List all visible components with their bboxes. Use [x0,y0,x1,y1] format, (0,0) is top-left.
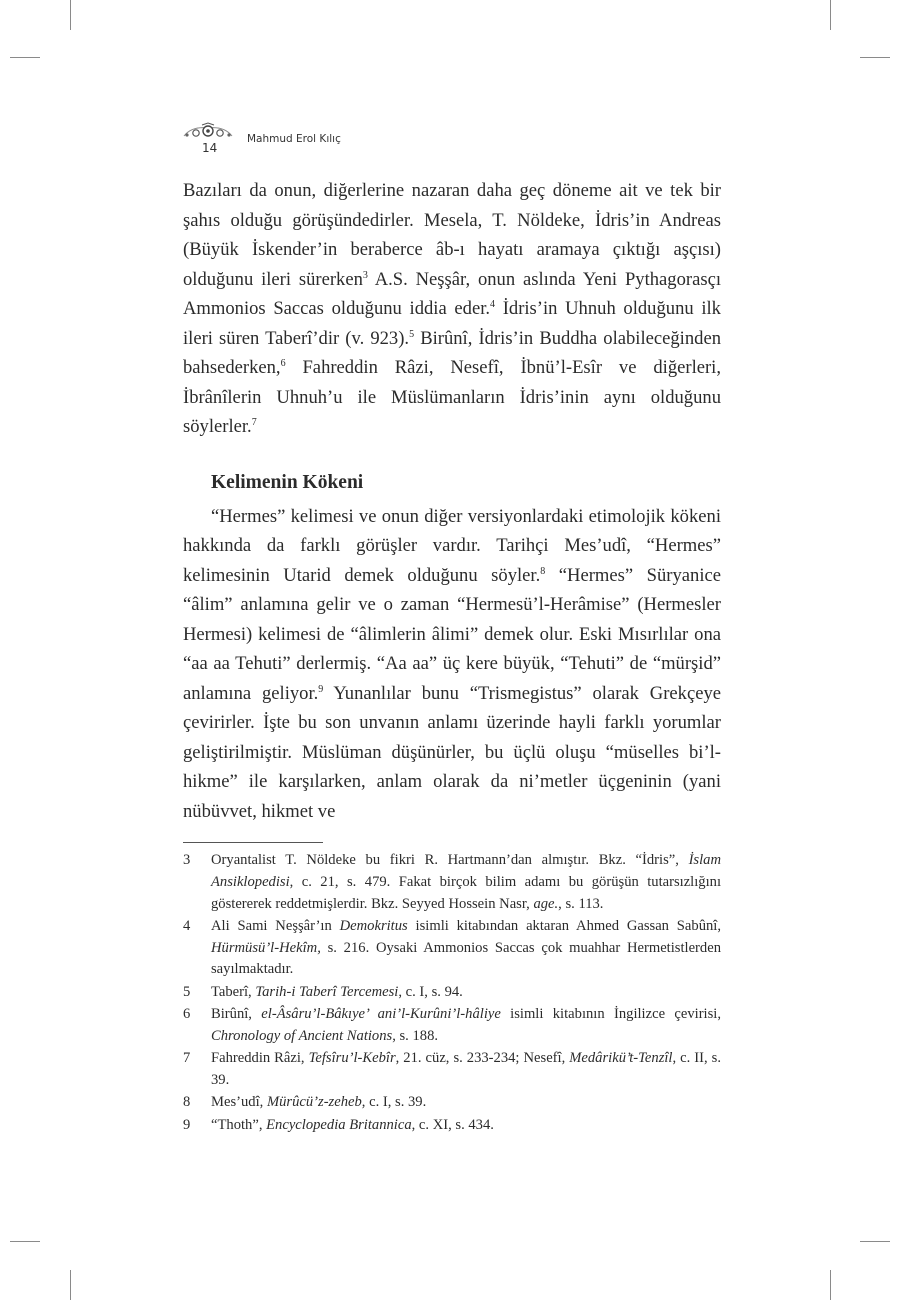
footnote-text [211,1004,721,1048]
text-run: , c. II, s. 39. [211,1050,721,1088]
italic-title: İslam Ansiklopedisi [211,852,721,890]
italic-title: Tarih-i Taberî Tercemesi [255,983,399,1000]
footnote-text [211,916,721,981]
text-run: Fahreddin Râzi, Nesefî, İbnü’l-Esîr ve diğerleri, İbrânîlerin Uhnuh’u ile Müslümanların İdris’inin aynı olduğunu söylerler. [183,357,721,437]
text-run: Ali Sami Neşşâr’ın [211,917,340,934]
running-head-author: Mahmud Erol Kılıç [247,133,341,145]
text-run: “Hermes” kelimesi ve onun diğer versiyonlardaki etimolojik kökeni hakkında da farklı görüşler vardır. Tarihçi Mes’udî, “Hermes” kelimesinin Utarid demek olduğunu söyler. [183,505,721,586]
footnote-number: 3 [183,852,191,868]
footnote-ref[interactable]: 9 [318,683,324,695]
crop-mark [10,57,40,58]
footnote [183,916,721,981]
text-run: , c. XI, s. 434. [411,1116,494,1133]
text-run: Birûnî, [211,1006,262,1023]
text-run: isimli kitabının İngilizce çevirisi, [500,1006,721,1023]
text-run: , 21. cüz, s. 233-234; Nesefî, [395,1050,570,1067]
text-run: , c. 21, s. 479. Fakat birçok bilim adamı bu görüşün tutarsızlığını göstererek reddetmişlerdir. Bkz. Seyyed Hossein Nasr, [211,873,721,912]
footnote [183,1048,721,1092]
italic-title: Tefsîru’l-Kebîr [308,1050,396,1067]
italic-title: Hürmüsü’l-Hekîm, [211,939,321,956]
crop-mark [860,57,890,58]
section-heading: Kelimenin Kökeni [211,471,364,493]
text-run: , c. I, s. 39. [361,1094,427,1111]
text-run: “Hermes” Süryanice “âlim” anlamına gelir ve o zaman “Hermesü’l-Herâmise” (Hermesler Hermesi) kelimesi de “âlimlerin âlimi” demek olur. Eski Mısırlılar ona “aa aa Tehuti” derlermiş. “Aa aa” üç kere büyük, “Tehuti” de “mürşid” anlamına geliyor. [183,564,721,704]
text-run: Birûnî, İdris’in Buddha olabileceğinden bahsederken, [183,327,721,378]
footnote [183,850,721,915]
main-text [183,176,721,826]
footnote [183,1092,721,1114]
text-run: Taberî, [211,983,256,1000]
italic-title: Demokritus [339,917,408,934]
italic-title: Medârikü’t-Tenzîl [569,1050,673,1067]
footnotes [183,850,721,1137]
paragraph [183,176,721,442]
text-run: Mes’udî, [211,1094,267,1111]
text-run: , c. I, s. 94. [398,983,463,1000]
footnote-text [211,850,721,915]
crop-mark [70,0,71,30]
footnote-ref[interactable]: 4 [490,299,496,310]
footnote-ref[interactable]: 7 [251,417,257,428]
text-run: , s. 113. [558,895,604,912]
page-header [182,120,722,160]
text-run: Yunanlılar bunu “Trismegistus” olarak Grekçeye çevirirler. İşte bu son unvanın anlamı üzerinde hayli farklı yorumlar geliştirilmiştir. Müslüman düşünürler, bu üçlü oluşu “müselles bi’l-hikme” ile karşılarken, anlam olarak da ni’metler üçgeninin (yani nübüvvet, hikmet ve [183,682,721,822]
footnote-ref[interactable]: 8 [540,565,546,577]
text-run: , s. 188. [392,1027,439,1044]
footnote-text [211,982,721,1004]
crop-mark [860,1241,890,1242]
italic-title: el-Âsâru’l-Bâkıye’ ani’l-Kurûni’l-hâliye [261,1006,501,1023]
footnote-number: 6 [183,1006,191,1023]
footnote [183,982,721,1004]
crop-mark [830,1270,831,1300]
footnote-ref[interactable]: 5 [409,328,415,340]
text-run: “Thoth”, [211,1116,267,1133]
footnote [183,1004,721,1048]
text-run: İdris’in Uhnuh olduğunu ilk ileri süren Taberî’dir (v. 923). [183,298,721,349]
footnote-text [211,1048,721,1092]
footnote-number: 4 [183,917,191,934]
crop-mark [830,0,831,30]
footnote-text [211,1115,721,1137]
italic-title: Chronology of Ancient Nations [211,1027,393,1044]
footnote-ref[interactable]: 3 [362,269,368,281]
footnote-separator [183,842,323,843]
text-run: Oryantalist T. Nöldeke bu fikri R. Hartmann’dan almıştır. Bkz. “İdris”, [211,852,689,868]
text-run: s. 216. Oysaki Ammonios Saccas çok muahhar Hermetistlerden sayılmaktadır. [211,939,721,978]
footnote [183,1115,721,1137]
footnote-number: 9 [183,1116,191,1133]
crop-mark [70,1270,71,1300]
text-run: Bazıları da onun, diğerlerine nazaran daha geç döneme ait ve tek bir şahıs olduğu görüşündedirler. Mesela, T. Nöldeke, İdris’in Andreas (Büyük İskender’in beraberce âb-ı hayatı aramaya çıktığı aşçısı) olduğunu ileri sürerken [183,180,721,290]
footnote-ref[interactable]: 6 [280,358,286,369]
text-run: A.S. Neşşâr, onun aslında Yeni Pythagorasçı Ammonios Saccas olduğunu iddia eder. [183,268,721,319]
footnote-number: 8 [183,1094,191,1111]
italic-title: Encyclopedia Britannica [266,1116,412,1133]
paragraph [183,502,721,827]
page-number: 14 [202,141,218,155]
footnote-number: 7 [183,1050,191,1067]
italic-title: age. [533,895,559,912]
footnote-text [211,1092,721,1114]
text-run: Fahreddin Râzi, [211,1050,309,1067]
text-run: isimli kitabından aktaran Ahmed Gassan Sabûnî, [407,917,721,934]
italic-title: Mürûcü’z-zeheb [266,1094,362,1111]
footnote-number: 5 [183,983,191,1000]
crop-mark [10,1241,40,1242]
